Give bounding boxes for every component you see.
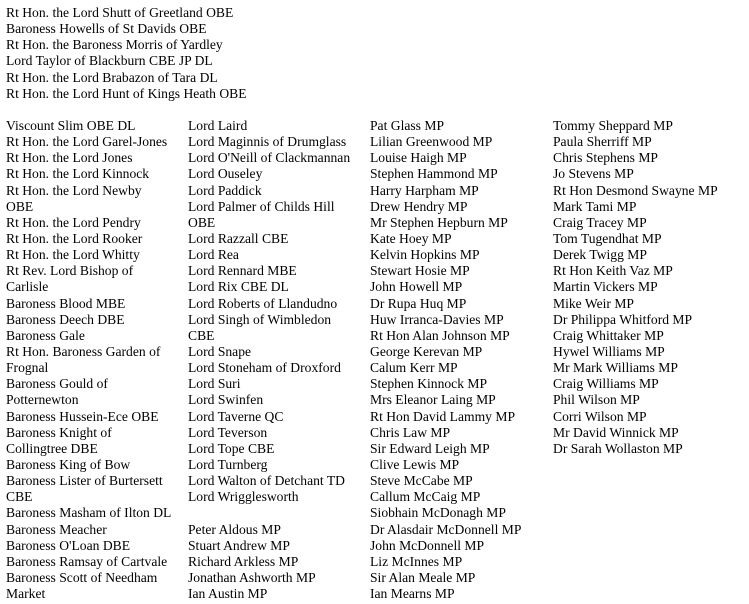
signatory-name: Baroness Meacher	[6, 521, 107, 537]
signatory-name: Baroness Masham of Ilton DL	[6, 505, 172, 521]
signatory-name: Corri Wilson MP	[553, 408, 647, 424]
signatory-name: Chris Law MP	[370, 424, 451, 440]
signatory-name: Mr Stephen Hepburn MP	[370, 214, 508, 230]
signatory-name: Pat Glass MP	[370, 118, 445, 133]
signatory-name: Viscount Slim OBE DL	[6, 118, 136, 133]
signatory-name: Dr Philippa Whitford MP	[553, 311, 693, 327]
signatory-name: Dr Rupa Huq MP	[370, 295, 467, 311]
signatory-name: Rt Hon. the Lord Shutt of Greetland OBE	[6, 5, 234, 20]
signatory-name: Liz McInnes MP	[370, 553, 463, 569]
signatory-name: Chris Stephens MP	[553, 150, 658, 166]
signatory-name: Lord Singh of Wimbledon	[188, 311, 332, 327]
signatory-name: Harry Harpham MP	[370, 182, 479, 198]
signatory-name: Steve McCabe MP	[370, 473, 473, 489]
signatory-name: Mark Tami MP	[553, 198, 637, 214]
signatory-name: Stephen Hammond MP	[370, 166, 498, 182]
signatory-name: Lord Turnberg	[188, 456, 268, 472]
signatory-name: Rt Hon. the Lord Rooker	[6, 230, 143, 246]
signatory-name-continued: Carlisle	[6, 279, 49, 295]
signatory-name: Peter Aldous MP	[188, 521, 281, 537]
signatory-name: Lord Swinfen	[188, 392, 264, 408]
signatory-name: Baroness Hussein-Ece OBE	[6, 408, 159, 424]
signatory-name: Baroness Deech DBE	[6, 311, 125, 327]
signatory-name: Ian Austin MP	[188, 586, 268, 602]
signatory-name-continued: Potternewton	[6, 392, 79, 408]
signatory-name: Dr Alasdair McDonnell MP	[370, 521, 522, 537]
signatory-name: Baroness Lister of Burtersett	[6, 473, 163, 489]
signatory-name: Craig Whittaker MP	[553, 327, 664, 343]
signatory-name: Lord Razzall CBE	[188, 230, 289, 246]
signatory-name: John McDonnell MP	[370, 537, 485, 553]
signatory-name: Kelvin Hopkins MP	[370, 247, 480, 263]
signatory-name: Baroness Gould of	[6, 376, 108, 392]
signatory-name-continued: CBE	[188, 327, 215, 343]
signatory-name: Jonathan Ashworth MP	[188, 569, 316, 585]
signatory-name: Rt Hon. the Lord Whitty	[6, 247, 140, 263]
signatory-name: Rt Hon. Baroness Garden of	[6, 343, 161, 359]
list-gap	[188, 505, 366, 521]
signatory-name-continued: OBE	[188, 214, 216, 230]
signatory-column-3	[370, 118, 550, 602]
signatory-name: Lord Rea	[188, 247, 239, 263]
signatory-name: Lord O'Neill of Clackmannan	[188, 150, 351, 166]
signatory-name: Callum McCaig MP	[370, 489, 481, 505]
signatory-column-2	[188, 118, 366, 602]
signatory-name: Lord Laird	[188, 118, 248, 133]
signatory-name-continued: Frognal	[6, 360, 49, 376]
signatory-name: Baroness Blood MBE	[6, 295, 126, 311]
signatory-name: Mr Mark Williams MP	[553, 360, 678, 376]
signatory-name: Calum Kerr MP	[370, 360, 458, 376]
signatory-name: Lord Stoneham of Droxford	[188, 360, 341, 376]
signatory-name: John Howell MP	[370, 279, 463, 295]
signatory-name: Mrs Eleanor Laing MP	[370, 392, 496, 408]
signatory-name: Sir Alan Meale MP	[370, 569, 476, 585]
signatory-name: Stewart Hosie MP	[370, 263, 470, 279]
signatory-name: Martin Vickers MP	[553, 279, 658, 295]
signatory-name: Lord Suri	[188, 376, 241, 392]
signatory-name: Kate Hoey MP	[370, 230, 452, 246]
signatory-name: Rt Rev. Lord Bishop of	[6, 263, 134, 279]
signatory-name: Stephen Kinnock MP	[370, 376, 488, 392]
signatory-name: Clive Lewis MP	[370, 456, 460, 472]
signatory-name-continued: Market	[6, 586, 46, 602]
signatory-name: Baroness King of Bow	[6, 456, 131, 472]
signatory-name: Baroness Knight of	[6, 424, 112, 440]
signatory-name: Craig Williams MP	[553, 376, 659, 392]
signatory-name: Lord Rennard MBE	[188, 263, 297, 279]
signatory-name: Rt Hon Alan Johnson MP	[370, 327, 510, 343]
signatory-name: Lord Walton of Detchant TD	[188, 473, 345, 489]
signatory-name: Rt Hon. the Lord Garel-Jones	[6, 134, 168, 150]
signatory-name: Drew Hendry MP	[370, 198, 468, 214]
signatory-name: Lord Teverson	[188, 424, 268, 440]
signatory-name: Rt Hon Desmond Swayne MP	[553, 182, 718, 198]
signatory-name: Lord Paddick	[188, 182, 262, 198]
signatory-name: Lord Tope CBE	[188, 440, 275, 456]
signatory-name: Dr Sarah Wollaston MP	[553, 440, 683, 456]
signatory-name: Jo Stevens MP	[553, 166, 634, 182]
signatory-name: Rt Hon. the Lord Pendry	[6, 214, 141, 230]
signatory-name: Richard Arkless MP	[188, 553, 299, 569]
signatory-name: Rt Hon. the Lord Brabazon of Tara DL	[6, 69, 218, 85]
signatory-name: Ian Mearns MP	[370, 586, 455, 602]
signatory-column-1	[6, 118, 184, 602]
signatory-name: Lord Maginnis of Drumglass	[188, 134, 347, 150]
signatory-name: Rt Hon. the Lord Jones	[6, 150, 133, 166]
signatory-name: Siobhain McDonagh MP	[370, 505, 506, 521]
signatory-name: Baroness Scott of Needham	[6, 569, 158, 585]
top-signatory-list	[6, 5, 606, 102]
signatory-name: Lord Taylor of Blackburn CBE JP DL	[6, 53, 213, 69]
signatory-name-continued: Collingtree DBE	[6, 440, 98, 456]
signatory-name: Lord Taverne QC	[188, 408, 284, 424]
signatory-name-continued: OBE	[6, 198, 34, 214]
signatory-name: Lord Snape	[188, 343, 252, 359]
signatory-name: Baroness Gale	[6, 327, 85, 343]
signatory-name: Craig Tracey MP	[553, 214, 647, 230]
signatory-name: Huw Irranca-Davies MP	[370, 311, 504, 327]
signatory-name: Lord Roberts of Llandudno	[188, 295, 338, 311]
signatory-name: Derek Twigg MP	[553, 247, 647, 263]
signatory-name: Baroness Ramsay of Cartvale	[6, 553, 168, 569]
signatory-name: Lord Ouseley	[188, 166, 263, 182]
signatory-name: Rt Hon David Lammy MP	[370, 408, 515, 424]
signatory-name: Rt Hon. the Lord Hunt of Kings Heath OBE	[6, 85, 247, 101]
signatory-name: Louise Haigh MP	[370, 150, 467, 166]
signatory-name: Lord Wrigglesworth	[188, 489, 299, 505]
signatory-name: Hywel Williams MP	[553, 343, 665, 359]
signatory-name: Rt Hon. the Lord Kinnock	[6, 166, 150, 182]
signatory-name: Lord Rix CBE DL	[188, 279, 289, 295]
signatory-name: Phil Wilson MP	[553, 392, 640, 408]
signatory-name: George Kerevan MP	[370, 343, 483, 359]
signatory-name: Baroness Howells of St Davids OBE	[6, 21, 207, 37]
signatory-name: Tom Tugendhat MP	[553, 230, 662, 246]
signatory-name: Rt Hon Keith Vaz MP	[553, 263, 673, 279]
signatory-name: Rt Hon. the Baroness Morris of Yardley	[6, 37, 223, 53]
signatory-name: Paula Sherriff MP	[553, 134, 652, 150]
signatory-name: Lord Palmer of Childs Hill	[188, 198, 335, 214]
signatory-name: Sir Edward Leigh MP	[370, 440, 490, 456]
signatory-name: Baroness O'Loan DBE	[6, 537, 131, 553]
signatory-name: Rt Hon. the Lord Newby	[6, 182, 142, 198]
signatory-name: Mike Weir MP	[553, 295, 634, 311]
signatory-name: Lilian Greenwood MP	[370, 134, 493, 150]
signatory-name: Tommy Sheppard MP	[553, 118, 673, 133]
signatory-column-4	[553, 118, 749, 457]
signatory-name: Mr David Winnick MP	[553, 424, 679, 440]
signatory-name: Stuart Andrew MP	[188, 537, 290, 553]
signatory-name-continued: CBE	[6, 489, 33, 505]
